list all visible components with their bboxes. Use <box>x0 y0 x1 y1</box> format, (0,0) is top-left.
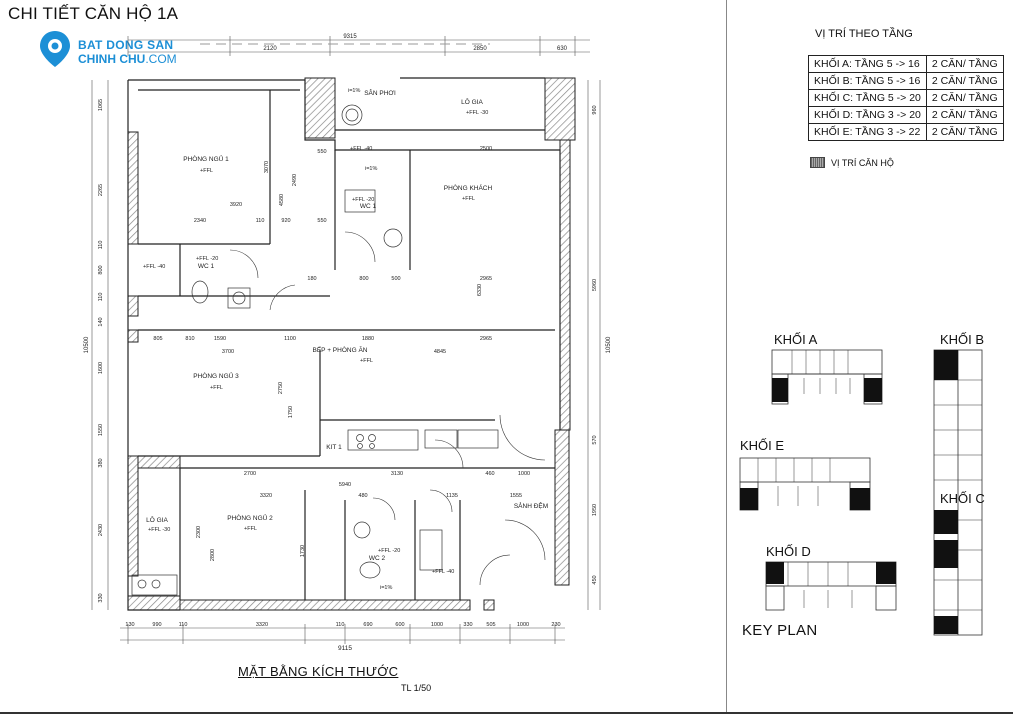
room-wc1a: WC 1 <box>359 203 377 210</box>
dim-left: 380 <box>98 458 104 468</box>
dim-left: 2265 <box>98 183 104 197</box>
dim-inner: 4580 <box>279 193 285 207</box>
table-row <box>809 56 1004 73</box>
level-marker: +FFL <box>462 196 475 202</box>
dim-right: 5960 <box>592 278 598 292</box>
dim-inner: 480 <box>358 493 368 499</box>
dim-left: 140 <box>98 317 104 327</box>
dim-inner: 110 <box>255 218 265 224</box>
dim-bottom: 690 <box>363 622 373 628</box>
table-cell: KHỐI C: TẦNG 5 -> 20 <box>809 90 927 107</box>
dim-inner: 1135 <box>446 493 458 499</box>
room-san-phoi: SÂN PHƠI <box>364 90 396 97</box>
dim-inner: 810 <box>185 336 195 342</box>
room-phong-ngu-1: PHÒNG NGỦ 1 <box>183 156 229 163</box>
dim-right: 960 <box>592 105 598 115</box>
dim-left-total: 10500 <box>84 336 90 354</box>
key-block-d: KHỐI D <box>766 544 811 559</box>
key-block-e: KHỐI E <box>740 438 785 453</box>
table-cell: KHỐI D: TẦNG 3 -> 20 <box>809 107 927 124</box>
room-sanh-dem: SẢNH ĐỆM <box>513 503 549 510</box>
room-kit: KIT 1 <box>326 444 342 451</box>
dim-inner: 2300 <box>196 525 202 539</box>
table-cell: 2 CĂN/ TẦNG <box>926 124 1003 141</box>
dim-inner: 1555 <box>509 493 523 499</box>
key-block-c: KHỐI C <box>940 491 985 506</box>
legend-swatch <box>810 157 825 168</box>
room-lo-gia-top: LÔ GIA <box>461 99 483 106</box>
room-bep: BẾP + PHÒNG ĂN <box>312 347 368 354</box>
key-block-a: KHỐI A <box>774 332 818 347</box>
logo-line2-suffix: .COM <box>145 52 177 66</box>
divider <box>726 0 727 712</box>
dim-inner: 1100 <box>284 336 296 342</box>
dim-inner: 460 <box>485 471 495 477</box>
dim-bottom: 600 <box>395 622 405 628</box>
page-title: CHI TIẾT CĂN HỘ 1A <box>8 4 179 23</box>
dim-right: 570 <box>592 435 598 445</box>
table-row <box>809 73 1004 90</box>
plan-scale: TL 1/50 <box>401 683 432 693</box>
logo-line1: BAT DONG SAN <box>78 38 174 52</box>
dim-left: 1550 <box>98 423 104 437</box>
level-marker: +FFL -30 <box>148 527 171 533</box>
table-row <box>809 107 1004 124</box>
dim-inner: 2500 <box>479 146 493 152</box>
legend-label: VỊ TRÍ CĂN HỘ <box>831 157 894 168</box>
dim-inner: 3700 <box>221 349 235 355</box>
level-marker: +FFL <box>210 385 223 391</box>
dim-inner: 2965 <box>479 276 493 282</box>
table-cell: KHỐI A: TẦNG 5 -> 16 <box>809 56 927 73</box>
dim-inner: 1730 <box>300 544 306 558</box>
dim-inner: 2800 <box>210 548 216 562</box>
dim-left: 1065 <box>98 98 104 112</box>
level-marker: +FFL -40 <box>143 264 166 270</box>
dim-top: 2120 <box>263 46 277 52</box>
table-row <box>809 90 1004 107</box>
dim-inner: 805 <box>153 336 163 342</box>
plan-title: MẶT BẰNG KÍCH THƯỚC <box>238 664 399 679</box>
bottom-border <box>0 712 1013 714</box>
room-phong-khach: PHÒNG KHÁCH <box>443 185 493 192</box>
key-plan-label: KEY PLAN <box>742 622 818 639</box>
level-marker: i=1% <box>380 585 393 591</box>
dim-inner: 550 <box>317 218 327 224</box>
room-lo-gia-bottom: LÔ GIA <box>146 517 168 524</box>
dim-inner: 6330 <box>477 283 483 297</box>
dim-inner: 550 <box>317 149 327 155</box>
table-cell: KHỐI E: TẦNG 3 -> 22 <box>809 124 927 141</box>
level-marker: +FFL -40 <box>350 146 373 152</box>
key-plan <box>728 320 1013 640</box>
table-cell: KHỐI B: TẦNG 5 -> 16 <box>809 73 927 90</box>
table-row <box>809 124 1004 141</box>
dim-inner: 1590 <box>213 336 227 342</box>
dim-bottom: 505 <box>486 622 496 628</box>
room-phong-ngu-2: PHÒNG NGỦ 2 <box>227 515 273 522</box>
table-cell: 2 CĂN/ TẦNG <box>926 107 1003 124</box>
dim-top: 2850 <box>473 46 487 52</box>
dim-bottom: 330 <box>463 622 473 628</box>
dim-inner: 2340 <box>193 218 207 224</box>
dim-inner: 5940 <box>338 482 352 488</box>
dim-top: 630 <box>556 46 568 52</box>
dim-inner: 3130 <box>390 471 404 477</box>
dim-bottom: 1000 <box>430 622 444 628</box>
dim-bottom: 130 <box>125 622 135 628</box>
level-marker: i=1% <box>365 166 378 172</box>
dim-inner: 2750 <box>278 381 284 395</box>
room-wc2: WC 2 <box>368 555 386 562</box>
dim-left: 110 <box>98 240 104 250</box>
dim-inner: 500 <box>391 276 401 282</box>
dim-total-bottom: 9115 <box>338 645 352 652</box>
dim-inner: 1750 <box>288 405 294 419</box>
level-marker: +FFL <box>360 358 373 364</box>
room-phong-ngu-3: PHÒNG NGỦ 3 <box>193 373 239 380</box>
dim-inner: 3920 <box>229 202 243 208</box>
dim-inner: 920 <box>281 218 291 224</box>
dim-left: 110 <box>98 292 104 302</box>
dim-inner: 3320 <box>259 493 273 499</box>
dim-inner: 2700 <box>243 471 257 477</box>
dim-bottom: 990 <box>152 622 162 628</box>
dim-inner: 4845 <box>433 349 447 355</box>
key-block-b: KHỐI B <box>940 332 985 347</box>
dim-right: 450 <box>592 575 598 585</box>
level-marker: +FFL -20 <box>352 197 375 203</box>
dim-left: 330 <box>98 593 104 603</box>
dim-inner: 3070 <box>264 160 270 174</box>
level-marker: +FFL <box>244 526 257 532</box>
level-marker: +FFL -20 <box>196 256 219 262</box>
dim-bottom: 110 <box>335 622 345 628</box>
dim-bottom: 110 <box>178 622 188 628</box>
legend <box>810 157 894 168</box>
dim-right: 1950 <box>592 503 598 517</box>
table-cell: 2 CĂN/ TẦNG <box>926 90 1003 107</box>
dim-left: 1600 <box>98 361 104 375</box>
dim-bottom: 3320 <box>255 622 269 628</box>
level-marker: +FFL -40 <box>432 569 455 575</box>
logo-line2-bold: CHINH CHU <box>78 52 146 66</box>
dim-bottom: 230 <box>551 622 561 628</box>
dim-right: 10500 <box>606 336 612 354</box>
dim-left: 2430 <box>98 523 104 537</box>
tower-positions-title: VỊ TRÍ THEO TẦNG <box>815 28 913 40</box>
table-cell: 2 CĂN/ TẦNG <box>926 73 1003 90</box>
dim-bottom: 1000 <box>516 622 530 628</box>
dim-inner: 2490 <box>292 173 298 187</box>
level-marker: i=1% <box>348 88 361 94</box>
dim-inner: 1000 <box>517 471 531 477</box>
tower-positions-table <box>808 55 1004 141</box>
room-wc1b: WC 1 <box>197 263 215 270</box>
dim-inner: 180 <box>307 276 317 282</box>
level-marker: +FFL -20 <box>378 548 401 554</box>
dim-inner: 800 <box>359 276 369 282</box>
level-marker: +FFL <box>200 168 213 174</box>
dim-left: 800 <box>98 265 104 275</box>
dim-inner: 2965 <box>479 336 493 342</box>
table-cell: 2 CĂN/ TẦNG <box>926 56 1003 73</box>
level-marker: +FFL -30 <box>466 110 489 116</box>
dim-inner: 1880 <box>361 336 375 342</box>
dim-top: 9315 <box>343 34 357 40</box>
